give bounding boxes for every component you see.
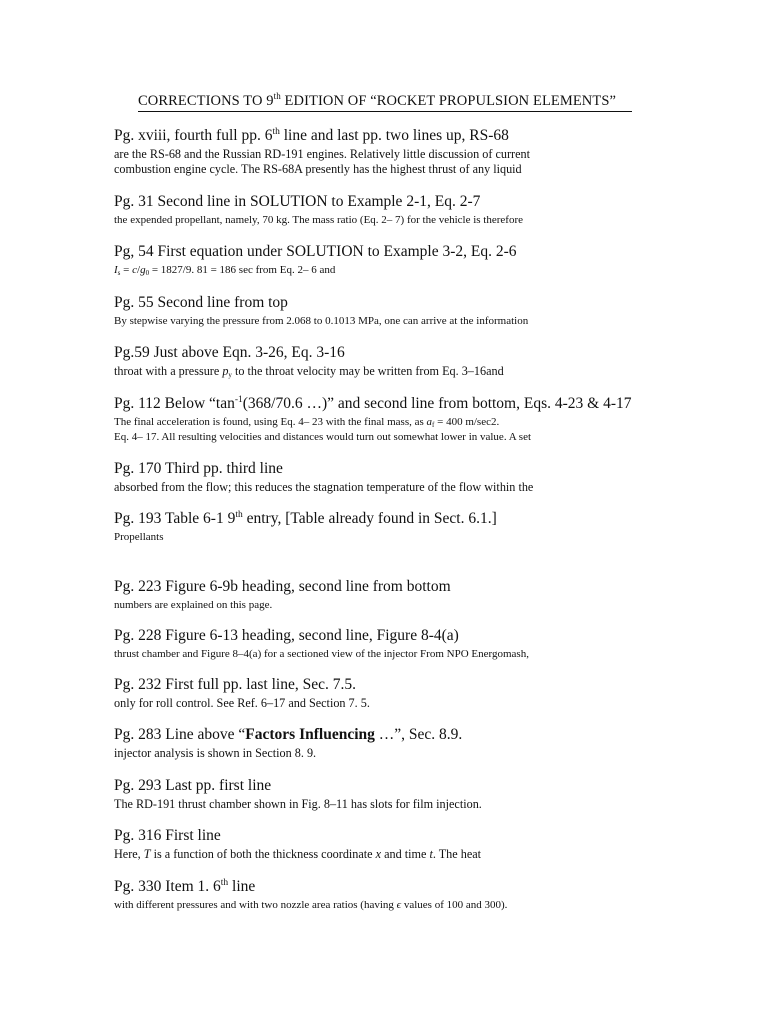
correction-entry-59 bbox=[114, 344, 504, 379]
entry-heading: Pg. 112 Below “$\tan^{-1}(368/70.6$ …)” and second line from bottom, Eqs. 4-23 & 4-17 bbox=[114, 395, 632, 412]
correction-entry-283 bbox=[114, 726, 462, 761]
correction-line: thrust chamber and Figure 8–4(a) for a sectioned view of the injector From NPO Energomash, bbox=[114, 648, 529, 660]
entry-heading: Pg. 31 Second line in SOLUTION to Example 2-1, Eq. 2-7 bbox=[114, 193, 481, 210]
correction-line: combustion engine cycle. The RS-68A presently has the highest thrust of any liquid bbox=[114, 162, 522, 176]
title-text: CORRECTIONS TO 9 bbox=[138, 93, 274, 109]
title-superscript: th bbox=[273, 91, 281, 101]
entry-heading: Pg. 330 Item 1. 6th line bbox=[114, 878, 256, 895]
entry-heading: Pg. 55 Second line from top bbox=[114, 294, 288, 311]
correction-entry-223 bbox=[114, 578, 451, 613]
correction-line: The final acceleration is found, using Eq. 4– 23 with the final mass, as $a_f = 400$ m/sec2. bbox=[114, 416, 500, 429]
entry-heading: Pg, 54 First equation under SOLUTION to Example 3-2, Eq. 2-6 bbox=[114, 243, 517, 260]
entry-heading: Pg. 223 Figure 6-9b heading, second line from bottom bbox=[114, 578, 451, 595]
correction-line: only for roll control. See Ref. 6–17 and Section 7. 5. bbox=[114, 696, 370, 710]
correction-line: Propellants bbox=[114, 531, 164, 543]
correction-line: numbers are explained on this page. bbox=[114, 599, 273, 611]
entry-heading: Pg.59 Just above Eqn. 3-26, Eq. 3-16 bbox=[114, 344, 345, 361]
correction-entry-55 bbox=[114, 294, 528, 329]
correction-line: $I_s = c/g_0 = 1827/9$. 81 = 186 sec from Eq. 2– 6 and bbox=[114, 264, 336, 277]
correction-line: absorbed from the flow; this reduces the stagnation temperature of the flow within the bbox=[114, 480, 534, 494]
entry-heading: Pg. 232 First full pp. last line, Sec. 7.5. bbox=[114, 676, 356, 693]
correction-line: By stepwise varying the pressure from 2.068 to 0.1013 MPa, one can arrive at the information bbox=[114, 315, 529, 327]
title-text-rest: EDITION OF “ROCKET PROPULSION ELEMENTS” bbox=[280, 93, 617, 109]
correction-line: throat with a pressure $p_y$ to the throat velocity may be written from Eq. 3–16and bbox=[114, 364, 504, 379]
correction-entry-170 bbox=[114, 460, 533, 495]
entry-heading: Pg. xviii, fourth full pp. 6th line and last pp. two lines up, RS-68 bbox=[114, 127, 509, 144]
correction-line: injector analysis is shown in Section 8. 9. bbox=[114, 746, 317, 760]
correction-entry-293 bbox=[114, 777, 482, 812]
page-title bbox=[138, 93, 632, 112]
correction-entry-330 bbox=[114, 878, 507, 913]
entry-heading: Pg. 170 Third pp. third line bbox=[114, 460, 283, 477]
entry-heading: Pg. 293 Last pp. first line bbox=[114, 777, 272, 794]
correction-entry-228 bbox=[114, 627, 529, 662]
correction-entry-xviii bbox=[114, 127, 530, 177]
correction-line: the expended propellant, namely, 70 kg. The mass ratio (Eq. 2– 7) for the vehicle is therefore bbox=[114, 214, 524, 226]
entry-heading: Pg. 193 Table 6-1 9th entry, [Table already found in Sect. 6.1.] bbox=[114, 510, 497, 527]
correction-entry-316 bbox=[114, 827, 481, 862]
correction-line: Eq. 4– 17. All resulting velocities and distances would turn out somewhat lower in value. A set bbox=[114, 431, 532, 443]
correction-line: Here, T is a function of both the thickness coordinate x and time t. The heat bbox=[114, 847, 482, 861]
entry-heading: Pg. 228 Figure 6-13 heading, second line, Figure 8-4(a) bbox=[114, 627, 459, 644]
correction-entry-112 bbox=[114, 395, 632, 445]
correction-line: with different pressures and with two nozzle area ratios (having ϵ values of 100 and 300). bbox=[114, 899, 508, 911]
epsilon-symbol: ϵ bbox=[396, 899, 402, 911]
correction-line: The RD-191 thrust chamber shown in Fig. 8–11 has slots for film injection. bbox=[114, 797, 482, 811]
correction-entry-193 bbox=[114, 510, 497, 545]
entry-heading: Pg. 316 First line bbox=[114, 827, 221, 844]
entry-heading: Pg. 283 Line above “Factors Influencing …”, Sec. 8.9. bbox=[114, 726, 463, 743]
correction-line: are the RS-68 and the Russian RD-191 engines. Relatively little discussion of current bbox=[114, 147, 530, 161]
correction-entry-232 bbox=[114, 676, 370, 711]
correction-entry-54 bbox=[114, 243, 517, 278]
correction-entry-31 bbox=[114, 193, 523, 228]
